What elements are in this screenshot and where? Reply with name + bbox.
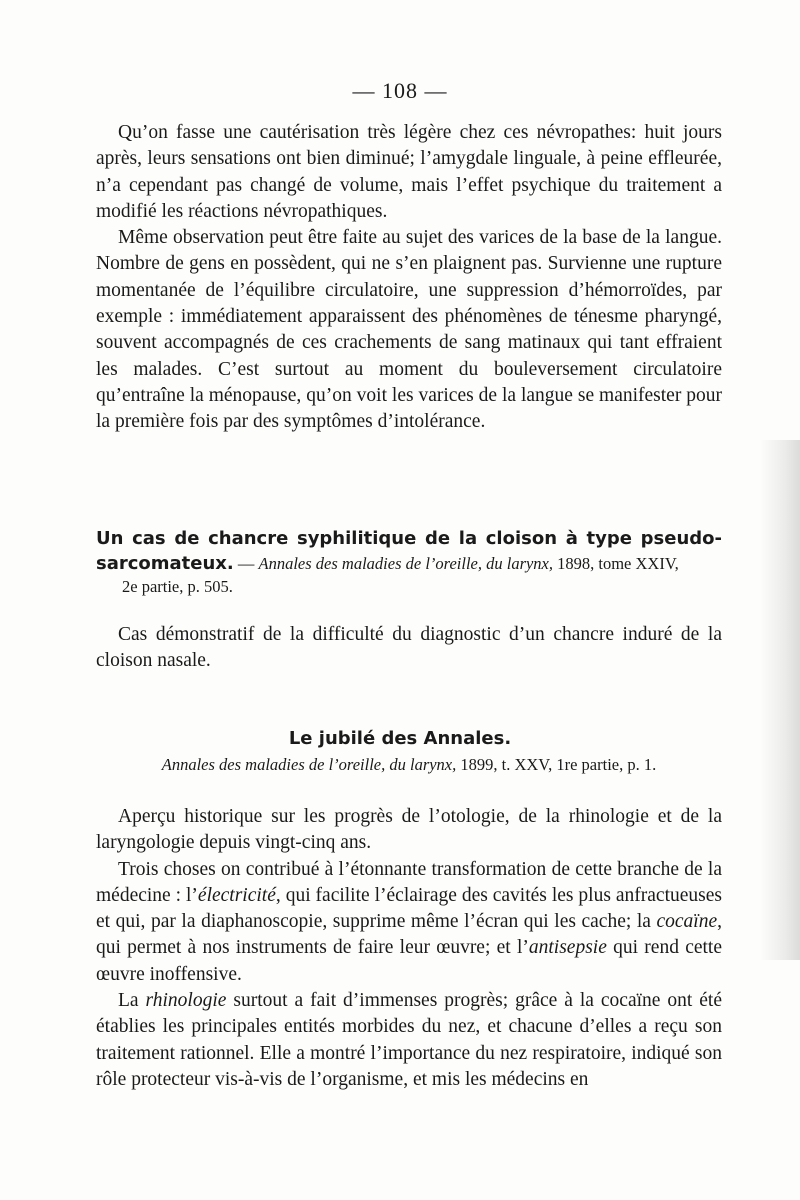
ref-journal-chancre: Annales des maladies de l’oreille, du larynx, [258,554,554,573]
page-bleed-shadow [760,440,800,960]
ref-jubile [96,755,722,775]
term-rhinologie: rhinologie [145,990,227,1012]
term-electricite: électricité [197,884,276,906]
section-jubile-body [96,804,722,1093]
paragraph-varices: Même observation peut être faite au sujet des varices de la base de la langue. Nombre de gens en possèdent, qui ne s’en plaignent pas. Survienne une rupture momentanée de l’équilibre circulatoire, une suppression d’hémorroïdes, par exemple : immédiatement apparaissent des phénomènes de ténesme pharyngé, souvent accompagnés de ces crachements de sang matinaux qui tant effraient les malades. C’est surtout au moment du bouleversement circulatoire qu’entraîne la ménopause, qu’on voit les varices de la langue se manifester pour la première fois par des symptômes d’intolérance. [96,227,722,433]
paragraph-cauterisation: Qu’on fasse une cautérisation très légère chez ces névropathes: huit jours après, leurs sensations ont bien diminué; l’amygdale linguale, à peine effleurée, n’a cependant pas changé de volume, mais l’effet psychique du traitement a modifié les réactions névropathiques. [96,122,722,222]
paragraph-chancre: Cas démonstratif de la difficulté du diagnostic d’un chancre induré de la cloison nasale. [96,624,722,672]
ref-part-chancre: 2e partie, p. 505. [122,577,233,596]
ref-journal-jubile: Annales des maladies de l’oreille, du larynx, [161,755,457,774]
paragraph-apercu: Aperçu historique sur les progrès de l’otologie, de la rhinologie et de la laryngologie depuis vingt-cinq ans. [96,806,722,854]
article-title-jubile: Le jubilé des Annales. [288,728,512,749]
article-title-chancre: Un cas de chancre syphilitique de la cloison à type pseudo-sarcomateux. [96,528,722,574]
ref-rest-jubile: 1899, t. XXV, 1re partie, p. 1. [456,755,657,774]
section-varices [96,120,722,436]
article-heading-chancre [96,526,722,576]
ref-year-tome: 1898, tome XXIV, [553,554,679,573]
page-number: — 108 — [352,78,448,103]
section-chancre-body [96,622,722,675]
paragraph-trois-choses: Trois choses on contribué à l’étonnante transformation de cette branche de la médecine : l’électricité, qui facilite l’éclairage des cavités les plus anfractueuses et qui, par la diaphanoscopie, supprime même l’écran qui les cache; la cocaïne, qui permet à nos instruments de faire leur œuvre; et l’antisepsie qui rend cette œuvre inoffensive. [96,858,722,985]
paragraph-rhinologie: La rhinologie surtout a fait d’immenses progrès; grâce à la cocaïne ont été établies les principales entités morbides du nez, et chacune d’elles a reçu son traitement rationnel. Elle a montré l’importance du nez respiratoire, indiqué son rôle protecteur vis-à-vis de l’organisme, et mis les médecins en [96,990,722,1090]
ref-dash: — [233,554,259,573]
term-antisepsie: antisepsie [528,937,607,959]
term-cocaine: cocaïne [656,911,718,933]
